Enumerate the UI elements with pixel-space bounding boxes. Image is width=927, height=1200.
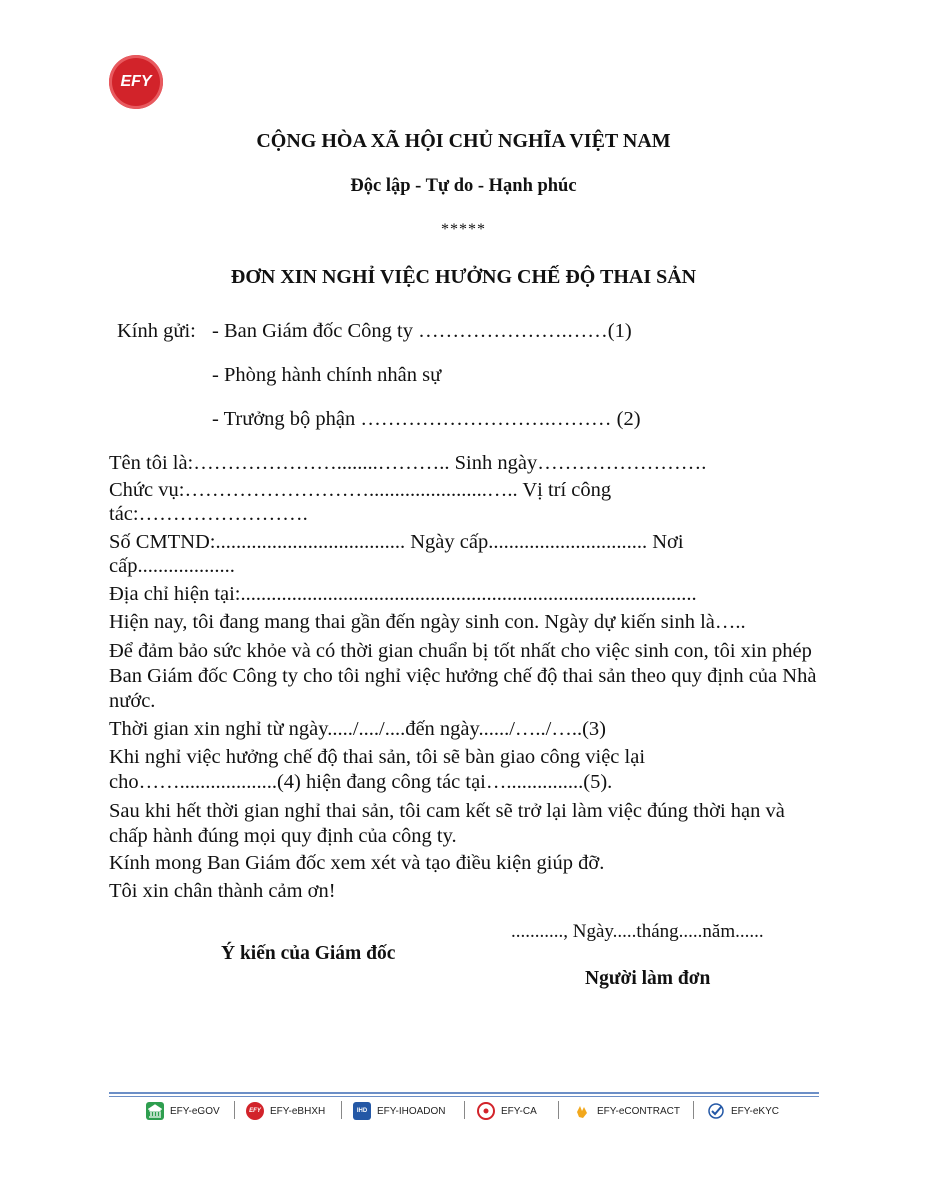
ca-icon <box>477 1102 495 1120</box>
date-line: ..........., Ngày.....tháng.....năm...... <box>511 921 764 942</box>
footer-divider-thin <box>109 1096 819 1097</box>
footer-separator <box>464 1101 465 1119</box>
request-consideration-line: Kính mong Ban Giám đốc xem xét và tạo điều kiện giúp đỡ. <box>109 852 605 874</box>
address-line: Địa chỉ hiện tại:......................................................................................... <box>109 583 697 605</box>
footer-brand-ekyc <box>707 1100 779 1122</box>
building-icon <box>146 1102 164 1120</box>
recipient-line-1: - Ban Giám đốc Công ty ………………….……(1) <box>212 320 632 342</box>
handover-line-2: cho……...................(4) hiện đang công tác tại…...............(5). <box>109 771 613 793</box>
motto-heading: Độc lập - Tự do - Hạnh phúc <box>350 176 577 196</box>
hand-icon <box>573 1102 591 1120</box>
applicant-label: Người làm đơn <box>585 968 711 989</box>
footer-divider <box>109 1092 819 1094</box>
handover-line-1: Khi nghỉ việc hưởng chế độ thai sản, tôi sẽ bàn giao công việc lại <box>109 746 646 768</box>
footer-brand-ihoadon <box>353 1100 446 1122</box>
footer-brand-econtract <box>573 1100 680 1122</box>
leave-period-line: Thời gian xin nghỉ từ ngày...../..../....đến ngày....../…../…..(3) <box>109 718 606 740</box>
footer-separator <box>558 1101 559 1119</box>
efy-logo <box>109 55 163 109</box>
brand-label: EFY-eBHXH <box>270 1105 326 1117</box>
nation-heading: CỘNG HÒA XÃ HỘI CHỦ NGHĨA VIỆT NAM <box>256 130 671 152</box>
recipients-label: Kính gửi: <box>117 320 196 342</box>
request-paragraph: Để đảm bảo sức khỏe và có thời gian chuẩn bị tốt nhất cho việc sinh con, tôi xin phép Ban Giám đốc Công ty cho tôi nghỉ việc hưởng chế độ thai sản theo quy định của Nhà nước. <box>109 640 817 712</box>
footer-brand-ebhxh <box>246 1100 325 1122</box>
position-line-2: tác:……………………. <box>109 503 308 525</box>
id-line-1: Số CMTND:..................................... Ngày cấp............................... Nơi <box>109 531 684 553</box>
brand-label: EFY-CA <box>501 1105 537 1117</box>
commitment-paragraph: Sau khi hết thời gian nghỉ thai sản, tôi cam kết sẽ trở lại làm việc đúng thời hạn và chấp hành đúng mọi quy định của công ty. <box>109 800 785 847</box>
check-face-icon <box>707 1102 725 1120</box>
recipient-line-3: - Trưởng bộ phận ……………………….……… (2) <box>212 408 641 430</box>
document-title: ĐƠN XIN NGHỈ VIỆC HƯỞNG CHẾ ĐỘ THAI SẢN <box>230 266 697 288</box>
id-line-2: cấp................... <box>109 555 235 577</box>
logo-text: EFY <box>120 73 152 90</box>
footer-separator <box>341 1101 342 1119</box>
footer-brand-egov <box>146 1100 220 1122</box>
stars-separator: ***** <box>441 221 486 238</box>
recipient-line-2: - Phòng hành chính nhân sự <box>212 364 442 386</box>
brand-label: EFY-IHOADON <box>377 1105 446 1117</box>
brand-label: EFY-eCONTRACT <box>597 1105 680 1117</box>
footer-separator <box>693 1101 694 1119</box>
position-line-1: Chức vụ:……………………….......................….. Vị trí công <box>109 479 612 501</box>
director-opinion-label: Ý kiến của Giám đốc <box>221 943 396 964</box>
brand-label: EFY-eGOV <box>170 1105 220 1117</box>
footer-separator <box>234 1101 235 1119</box>
efy-icon: EFY <box>246 1102 264 1120</box>
footer-brand-ca <box>477 1100 537 1122</box>
name-line: Tên tôi là:…………………........……….. Sinh ngày……………………. <box>109 452 707 474</box>
brand-label: EFY-eKYC <box>731 1105 779 1117</box>
thanks-line: Tôi xin chân thành cảm ơn! <box>109 880 336 902</box>
invoice-icon: IHD <box>353 1102 371 1120</box>
pregnancy-line: Hiện nay, tôi đang mang thai gần đến ngày sinh con. Ngày dự kiến sinh là….. <box>109 611 746 633</box>
